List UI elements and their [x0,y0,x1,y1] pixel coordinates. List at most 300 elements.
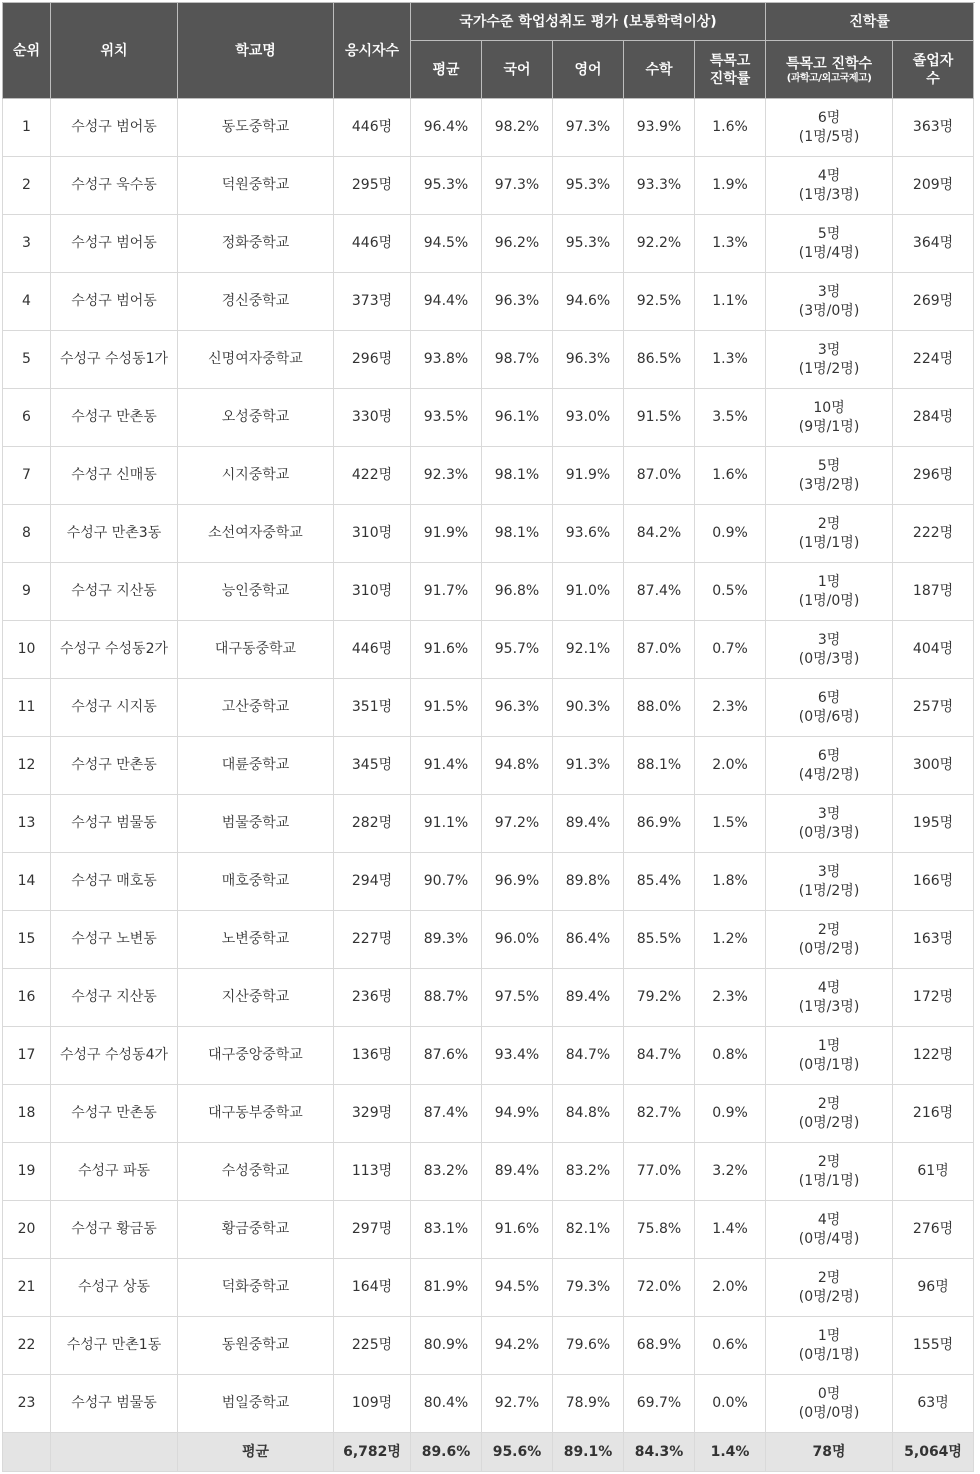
cell-location: 수성구 욱수동 [51,157,178,215]
cell-special-rate: 2.0% [695,1259,766,1317]
cell-average: 88.7% [411,969,482,1027]
cell-rank: 15 [3,911,51,969]
cell-rank: 22 [3,1317,51,1375]
cell-rank: 8 [3,505,51,563]
cell-average: 91.1% [411,795,482,853]
cell-examinees: 282명 [334,795,411,853]
cell-math: 86.9% [624,795,695,853]
header-special-rate [695,41,766,99]
header-special-count [766,41,893,99]
cell-rank: 14 [3,853,51,911]
cell-examinees: 330명 [334,389,411,447]
cell-math: 84.2% [624,505,695,563]
cell-rank: 16 [3,969,51,1027]
header-location: 위치 [51,3,178,99]
cell-school: 능인중학교 [178,563,334,621]
cell-examinees: 351명 [334,679,411,737]
cell-special-rate: 0.0% [695,1375,766,1433]
cell-location: 수성구 노변동 [51,911,178,969]
special-count-split: (3명/2명) [798,476,860,493]
cell-location: 수성구 만촌동 [51,1085,178,1143]
cell-korean: 89.4% [482,1143,553,1201]
special-count-total: 3명 [817,341,841,358]
cell-average: 87.6% [411,1027,482,1085]
cell-special-rate: 1.4% [695,1201,766,1259]
cell-average: 80.4% [411,1375,482,1433]
table-row [3,1027,974,1085]
header-special-count-label: 특목고 진학수 [786,55,873,72]
cell-korean: 98.7% [482,331,553,389]
cell-korean: 96.3% [482,273,553,331]
cell-rank: 3 [3,215,51,273]
cell-school: 동도중학교 [178,99,334,157]
cell-location: 수성구 범어동 [51,215,178,273]
table-row [3,157,974,215]
cell-korean: 97.3% [482,157,553,215]
cell-average: 91.4% [411,737,482,795]
cell-examinees: 446명 [334,621,411,679]
cell-english: 79.6% [553,1317,624,1375]
cell-location: 수성구 수성동1가 [51,331,178,389]
cell-average: 91.6% [411,621,482,679]
footer-special-count: 78명 [766,1433,893,1472]
cell-special-count [766,1085,893,1143]
footer-examinees: 6,782명 [334,1433,411,1472]
table-row [3,853,974,911]
cell-rank: 2 [3,157,51,215]
cell-english: 89.8% [553,853,624,911]
cell-english: 79.3% [553,1259,624,1317]
cell-english: 78.9% [553,1375,624,1433]
cell-graduates: 216명 [893,1085,974,1143]
cell-english: 97.3% [553,99,624,157]
cell-korean: 92.7% [482,1375,553,1433]
header-average: 평균 [411,41,482,99]
cell-korean: 98.1% [482,505,553,563]
cell-graduates: 222명 [893,505,974,563]
cell-special-count [766,853,893,911]
cell-special-rate: 1.2% [695,911,766,969]
special-count-split: (0명/0명) [798,1404,860,1421]
table-row [3,273,974,331]
cell-graduates: 269명 [893,273,974,331]
cell-special-rate: 0.7% [695,621,766,679]
cell-rank: 10 [3,621,51,679]
cell-math: 92.2% [624,215,695,273]
cell-korean: 94.5% [482,1259,553,1317]
cell-math: 85.4% [624,853,695,911]
cell-english: 89.4% [553,795,624,853]
cell-rank: 21 [3,1259,51,1317]
header-math: 수학 [624,41,695,99]
cell-rank: 17 [3,1027,51,1085]
cell-graduates: 172명 [893,969,974,1027]
special-count-split: (1명/1명) [798,1172,860,1189]
cell-special-count [766,505,893,563]
special-count-total: 3명 [817,283,841,300]
cell-school: 지산중학교 [178,969,334,1027]
cell-location: 수성구 범어동 [51,273,178,331]
footer-english: 89.1% [553,1433,624,1472]
cell-english: 91.3% [553,737,624,795]
table-row [3,1201,974,1259]
average-row [3,1433,974,1472]
cell-examinees: 310명 [334,505,411,563]
cell-graduates: 187명 [893,563,974,621]
school-ranking-table [2,2,974,1472]
cell-examinees: 109명 [334,1375,411,1433]
cell-special-count [766,911,893,969]
cell-examinees: 446명 [334,215,411,273]
special-count-split: (1명/3명) [798,998,860,1015]
cell-examinees: 164명 [334,1259,411,1317]
cell-math: 87.4% [624,563,695,621]
table-row [3,505,974,563]
table-footer [3,1433,974,1472]
cell-school: 경신중학교 [178,273,334,331]
cell-graduates: 63명 [893,1375,974,1433]
cell-average: 80.9% [411,1317,482,1375]
cell-english: 95.3% [553,215,624,273]
cell-rank: 13 [3,795,51,853]
table-row [3,969,974,1027]
cell-special-rate: 2.0% [695,737,766,795]
cell-school: 수성중학교 [178,1143,334,1201]
cell-school: 노변중학교 [178,911,334,969]
special-count-split: (0명/2명) [798,940,860,957]
header-school: 학교명 [178,3,334,99]
cell-english: 82.1% [553,1201,624,1259]
cell-average: 83.2% [411,1143,482,1201]
special-count-split: (0명/6명) [798,708,860,725]
cell-examinees: 329명 [334,1085,411,1143]
special-count-split: (0명/1명) [798,1346,860,1363]
special-count-split: (9명/1명) [798,418,860,435]
cell-special-rate: 0.5% [695,563,766,621]
table-row [3,215,974,273]
cell-school: 범물중학교 [178,795,334,853]
cell-math: 79.2% [624,969,695,1027]
cell-special-count [766,679,893,737]
cell-math: 72.0% [624,1259,695,1317]
special-count-total: 3명 [817,805,841,822]
cell-korean: 94.8% [482,737,553,795]
table-row [3,911,974,969]
cell-special-count [766,969,893,1027]
cell-average: 93.5% [411,389,482,447]
special-count-total: 2명 [817,515,841,532]
cell-korean: 96.8% [482,563,553,621]
cell-rank: 19 [3,1143,51,1201]
cell-special-rate: 2.3% [695,969,766,1027]
cell-location: 수성구 만촌3동 [51,505,178,563]
cell-examinees: 113명 [334,1143,411,1201]
cell-graduates: 296명 [893,447,974,505]
cell-location: 수성구 시지동 [51,679,178,737]
table-row [3,679,974,737]
cell-special-count [766,331,893,389]
header-achievement-group: 국가수준 학업성취도 평가 (보통학력이상) [411,3,766,41]
cell-examinees: 296명 [334,331,411,389]
cell-special-count [766,1201,893,1259]
cell-math: 88.0% [624,679,695,737]
special-count-split: (1명/5명) [798,128,860,145]
footer-average: 89.6% [411,1433,482,1472]
footer-empty-location [51,1433,178,1472]
header-english: 영어 [553,41,624,99]
cell-school: 대구동중학교 [178,621,334,679]
cell-school: 덕화중학교 [178,1259,334,1317]
cell-school: 황금중학교 [178,1201,334,1259]
cell-school: 대구중앙중학교 [178,1027,334,1085]
cell-special-rate: 1.8% [695,853,766,911]
cell-location: 수성구 황금동 [51,1201,178,1259]
cell-math: 93.3% [624,157,695,215]
cell-special-rate: 1.3% [695,215,766,273]
cell-average: 81.9% [411,1259,482,1317]
cell-location: 수성구 범물동 [51,1375,178,1433]
cell-special-count [766,99,893,157]
cell-rank: 7 [3,447,51,505]
special-count-total: 3명 [817,863,841,880]
cell-math: 93.9% [624,99,695,157]
cell-graduates: 257명 [893,679,974,737]
cell-graduates: 224명 [893,331,974,389]
cell-english: 89.4% [553,969,624,1027]
cell-graduates: 404명 [893,621,974,679]
cell-examinees: 310명 [334,563,411,621]
special-count-total: 2명 [817,1095,841,1112]
cell-average: 89.3% [411,911,482,969]
cell-math: 68.9% [624,1317,695,1375]
cell-location: 수성구 만촌동 [51,737,178,795]
header-special-rate-line2: 진학률 [709,70,751,87]
cell-rank: 20 [3,1201,51,1259]
special-count-total: 2명 [817,1153,841,1170]
special-count-total: 6명 [817,747,841,764]
cell-math: 82.7% [624,1085,695,1143]
footer-label: 평균 [178,1433,334,1472]
cell-special-count [766,737,893,795]
special-count-total: 5명 [817,457,841,474]
header-graduates [893,41,974,99]
table-row [3,621,974,679]
cell-korean: 96.2% [482,215,553,273]
footer-empty-rank [3,1433,51,1472]
cell-location: 수성구 지산동 [51,563,178,621]
cell-math: 69.7% [624,1375,695,1433]
table-row [3,1143,974,1201]
special-count-split: (1명/2명) [798,882,860,899]
cell-english: 91.9% [553,447,624,505]
header-advancement-group: 진학률 [766,3,974,41]
cell-location: 수성구 만촌1동 [51,1317,178,1375]
footer-special-rate: 1.4% [695,1433,766,1472]
cell-school: 신명여자중학교 [178,331,334,389]
cell-special-count [766,1027,893,1085]
special-count-total: 1명 [817,1037,841,1054]
cell-korean: 96.1% [482,389,553,447]
special-count-split: (0명/2명) [798,1114,860,1131]
cell-english: 94.6% [553,273,624,331]
cell-special-count [766,621,893,679]
cell-english: 83.2% [553,1143,624,1201]
table-row [3,389,974,447]
cell-korean: 96.9% [482,853,553,911]
cell-rank: 4 [3,273,51,331]
cell-special-rate: 2.3% [695,679,766,737]
cell-english: 86.4% [553,911,624,969]
cell-rank: 1 [3,99,51,157]
cell-korean: 95.7% [482,621,553,679]
header-rank: 순위 [3,3,51,99]
cell-school: 정화중학교 [178,215,334,273]
cell-special-rate: 0.6% [695,1317,766,1375]
header-special-count-sub: (과학고/외고국제고) [786,72,872,84]
cell-location: 수성구 신매동 [51,447,178,505]
cell-graduates: 209명 [893,157,974,215]
footer-math: 84.3% [624,1433,695,1472]
cell-examinees: 227명 [334,911,411,969]
cell-average: 94.4% [411,273,482,331]
cell-rank: 5 [3,331,51,389]
cell-school: 대륜중학교 [178,737,334,795]
cell-special-count [766,273,893,331]
cell-examinees: 236명 [334,969,411,1027]
cell-graduates: 364명 [893,215,974,273]
cell-graduates: 276명 [893,1201,974,1259]
special-count-total: 0명 [817,1385,841,1402]
special-count-total: 2명 [817,921,841,938]
cell-average: 83.1% [411,1201,482,1259]
cell-korean: 97.5% [482,969,553,1027]
cell-school: 범일중학교 [178,1375,334,1433]
cell-math: 92.5% [624,273,695,331]
cell-special-rate: 1.9% [695,157,766,215]
cell-english: 91.0% [553,563,624,621]
cell-school: 시지중학교 [178,447,334,505]
cell-rank: 18 [3,1085,51,1143]
cell-average: 90.7% [411,853,482,911]
cell-examinees: 446명 [334,99,411,157]
cell-location: 수성구 파동 [51,1143,178,1201]
special-count-split: (1명/0명) [798,592,860,609]
special-count-total: 10명 [813,399,845,416]
cell-school: 덕원중학교 [178,157,334,215]
cell-special-count [766,1317,893,1375]
cell-examinees: 373명 [334,273,411,331]
cell-korean: 94.2% [482,1317,553,1375]
cell-special-count [766,1375,893,1433]
cell-math: 85.5% [624,911,695,969]
header-graduates-line2: 수 [926,70,940,87]
cell-special-count [766,157,893,215]
special-count-total: 2명 [817,1269,841,1286]
cell-korean: 96.0% [482,911,553,969]
special-count-total: 1명 [817,1327,841,1344]
cell-english: 96.3% [553,331,624,389]
special-count-total: 4명 [817,1211,841,1228]
cell-graduates: 163명 [893,911,974,969]
cell-special-rate: 3.2% [695,1143,766,1201]
cell-rank: 9 [3,563,51,621]
cell-examinees: 295명 [334,157,411,215]
cell-graduates: 155명 [893,1317,974,1375]
cell-rank: 23 [3,1375,51,1433]
cell-rank: 6 [3,389,51,447]
table-row [3,1259,974,1317]
table-row [3,1317,974,1375]
cell-examinees: 136명 [334,1027,411,1085]
cell-special-rate: 1.6% [695,99,766,157]
cell-average: 96.4% [411,99,482,157]
special-count-split: (1명/3명) [798,186,860,203]
cell-location: 수성구 수성동2가 [51,621,178,679]
cell-average: 93.8% [411,331,482,389]
cell-special-rate: 1.1% [695,273,766,331]
cell-school: 대구동부중학교 [178,1085,334,1143]
cell-korean: 96.3% [482,679,553,737]
special-count-split: (4명/2명) [798,766,860,783]
cell-graduates: 96명 [893,1259,974,1317]
cell-examinees: 297명 [334,1201,411,1259]
cell-school: 매호중학교 [178,853,334,911]
cell-location: 수성구 지산동 [51,969,178,1027]
cell-graduates: 122명 [893,1027,974,1085]
cell-graduates: 284명 [893,389,974,447]
cell-school: 오성중학교 [178,389,334,447]
cell-average: 95.3% [411,157,482,215]
cell-special-rate: 3.5% [695,389,766,447]
cell-examinees: 345명 [334,737,411,795]
cell-average: 94.5% [411,215,482,273]
cell-rank: 11 [3,679,51,737]
special-count-total: 1명 [817,573,841,590]
cell-school: 고산중학교 [178,679,334,737]
cell-special-count [766,1143,893,1201]
header-special-rate-line1: 특목고 [709,52,751,69]
footer-korean: 95.6% [482,1433,553,1472]
footer-graduates: 5,064명 [893,1433,974,1472]
cell-location: 수성구 범어동 [51,99,178,157]
cell-english: 95.3% [553,157,624,215]
table-row [3,1085,974,1143]
special-count-split: (1명/2명) [798,360,860,377]
cell-rank: 12 [3,737,51,795]
cell-school: 소선여자중학교 [178,505,334,563]
cell-location: 수성구 매호동 [51,853,178,911]
cell-special-count [766,795,893,853]
cell-math: 91.5% [624,389,695,447]
cell-korean: 93.4% [482,1027,553,1085]
cell-special-count [766,563,893,621]
cell-average: 91.9% [411,505,482,563]
table-header [3,3,974,99]
special-count-split: (0명/1명) [798,1056,860,1073]
table-row [3,795,974,853]
cell-special-count [766,447,893,505]
special-count-total: 6명 [817,109,841,126]
cell-math: 75.8% [624,1201,695,1259]
cell-special-count [766,1259,893,1317]
cell-special-count [766,215,893,273]
special-count-split: (0명/2명) [798,1288,860,1305]
header-graduates-line1: 졸업자 [912,52,954,69]
cell-math: 77.0% [624,1143,695,1201]
table-row [3,563,974,621]
header-examinees: 응시자수 [334,3,411,99]
cell-korean: 91.6% [482,1201,553,1259]
